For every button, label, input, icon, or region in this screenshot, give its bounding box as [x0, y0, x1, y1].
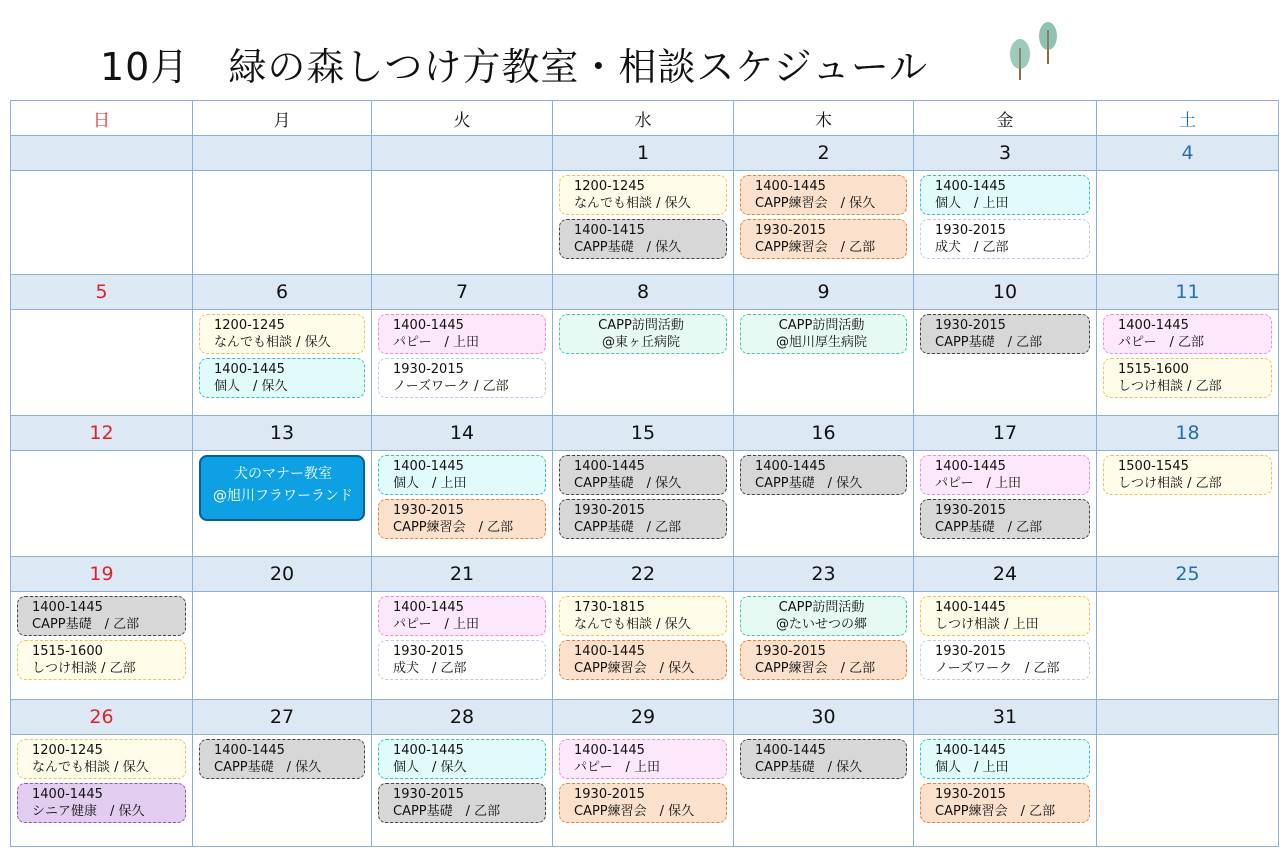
event-box[interactable]: [378, 358, 546, 398]
event-detail: CAPP基礎 / 保久: [574, 476, 682, 491]
day-cell: [1097, 171, 1279, 275]
date-number: 8: [553, 275, 734, 310]
event-box[interactable]: [740, 739, 907, 779]
event-detail: CAPP練習会 / 乙部: [755, 661, 876, 676]
event-detail: CAPP基礎 / 乙部: [935, 335, 1043, 350]
event-detail: 成犬 / 乙部: [393, 661, 467, 676]
event-box[interactable]: [920, 314, 1090, 354]
weekday-sat: 土: [1097, 101, 1279, 136]
event-time: 1930-2015: [574, 787, 645, 802]
date-number: 17: [914, 416, 1097, 451]
day-cell: [11, 171, 193, 275]
date-number: 29: [553, 700, 734, 735]
day-cell: [372, 592, 553, 700]
event-box[interactable]: [920, 175, 1090, 215]
date-number: 25: [1097, 557, 1279, 592]
date-number: 6: [193, 275, 372, 310]
day-cell: [914, 310, 1097, 416]
day-cell: [1097, 592, 1279, 700]
event-box[interactable]: [378, 499, 546, 539]
event-time: 1400-1445: [935, 743, 1006, 758]
date-number: 3: [914, 136, 1097, 171]
event-box[interactable]: [559, 499, 727, 539]
day-cell: [914, 451, 1097, 557]
event-time: 1930-2015: [935, 223, 1006, 238]
event-box[interactable]: [378, 596, 546, 636]
event-box[interactable]: [559, 596, 727, 636]
event-box[interactable]: [199, 739, 365, 779]
date-number: 26: [11, 700, 193, 735]
event-box[interactable]: [199, 455, 365, 521]
event-detail: CAPP基礎 / 乙部: [393, 804, 501, 819]
day-cell: [1097, 310, 1279, 416]
date-number: 13: [193, 416, 372, 451]
event-box[interactable]: [199, 358, 365, 398]
event-detail: 個人 / 上田: [935, 760, 1009, 775]
event-time: 1500-1545: [1118, 459, 1189, 474]
event-time: 1200-1245: [574, 179, 645, 194]
event-time: 1400-1445: [935, 179, 1006, 194]
event-detail: シニア健康 / 保久: [32, 804, 145, 819]
event-detail: しつけ相談 / 上田: [935, 617, 1039, 632]
events-row: [11, 171, 1279, 275]
event-box[interactable]: [559, 314, 727, 354]
weekday-header-row: [11, 101, 1279, 136]
event-time: 1930-2015: [755, 223, 826, 238]
day-cell: [553, 735, 734, 847]
event-detail: @東ヶ丘病院: [601, 335, 680, 350]
event-time: 1400-1445: [214, 362, 285, 377]
events-row: [11, 592, 1279, 700]
event-box[interactable]: [740, 640, 907, 680]
date-number-row: [11, 700, 1279, 735]
day-cell: [372, 451, 553, 557]
event-time: 1400-1445: [574, 459, 645, 474]
event-detail: CAPP基礎 / 保久: [574, 240, 682, 255]
day-cell: [734, 451, 914, 557]
event-detail: しつけ相談 / 乙部: [1118, 379, 1222, 394]
event-detail: パピー / 上田: [935, 476, 1021, 491]
event-detail: ノーズワーク / 乙部: [393, 379, 509, 394]
event-detail: なんでも相談 / 保久: [574, 617, 691, 632]
event-time: 1515-1600: [32, 644, 103, 659]
date-number: 23: [734, 557, 914, 592]
event-detail: CAPP基礎 / 保久: [755, 476, 863, 491]
event-time: 1400-1445: [574, 743, 645, 758]
event-detail: しつけ相談 / 乙部: [32, 661, 136, 676]
date-number: 22: [553, 557, 734, 592]
event-time: 1930-2015: [755, 644, 826, 659]
event-box[interactable]: [1103, 358, 1272, 398]
event-box[interactable]: [17, 739, 186, 779]
event-time: 1400-1445: [755, 179, 826, 194]
day-cell: [372, 171, 553, 275]
event-box[interactable]: [378, 640, 546, 680]
event-detail: CAPP基礎 / 保久: [755, 760, 863, 775]
event-detail: 個人 / 上田: [935, 196, 1009, 211]
event-time: 1730-1815: [574, 600, 645, 615]
event-time: 1930-2015: [935, 318, 1006, 333]
day-cell: [372, 735, 553, 847]
event-time: 1400-1445: [393, 318, 464, 333]
event-time: 1930-2015: [393, 644, 464, 659]
event-detail: なんでも相談 / 保久: [574, 196, 691, 211]
event-box[interactable]: [920, 499, 1090, 539]
event-detail: 個人 / 保久: [393, 760, 467, 775]
day-cell: [914, 735, 1097, 847]
event-box[interactable]: [920, 455, 1090, 495]
event-time: 1400-1445: [32, 600, 103, 615]
day-cell: [11, 310, 193, 416]
event-detail: CAPP基礎 / 乙部: [32, 617, 140, 632]
day-cell: [1097, 451, 1279, 557]
date-number: 31: [914, 700, 1097, 735]
event-time: 1930-2015: [393, 787, 464, 802]
event-box[interactable]: [559, 455, 727, 495]
event-detail: しつけ相談 / 乙部: [1118, 476, 1222, 491]
event-box[interactable]: [17, 783, 186, 823]
day-cell: [1097, 735, 1279, 847]
day-cell: [553, 171, 734, 275]
event-detail: パピー / 上田: [393, 335, 479, 350]
event-time: CAPP訪問活動: [778, 318, 865, 333]
event-box[interactable]: [920, 219, 1090, 259]
date-number: [1097, 700, 1279, 735]
date-number: 4: [1097, 136, 1279, 171]
event-box[interactable]: [1103, 455, 1272, 495]
event-time: 1400-1445: [32, 787, 103, 802]
date-number: 16: [734, 416, 914, 451]
event-time: CAPP訪問活動: [598, 318, 684, 333]
day-cell: [11, 735, 193, 847]
day-cell: [193, 592, 372, 700]
weekday-fri: 金: [914, 101, 1097, 136]
date-number: 14: [372, 416, 553, 451]
day-cell: [193, 310, 372, 416]
page-title: 10月 緑の森しつけ方教室・相談スケジュール: [100, 45, 929, 89]
event-time: 1400-1445: [935, 459, 1006, 474]
event-box[interactable]: [559, 640, 727, 680]
day-cell: [553, 592, 734, 700]
date-number: 9: [734, 275, 914, 310]
event-time: 1400-1445: [935, 600, 1006, 615]
event-box[interactable]: [378, 783, 546, 823]
event-detail: ノーズワーク / 乙部: [935, 661, 1060, 676]
day-cell: [734, 592, 914, 700]
trees-illustration-icon: [998, 10, 1068, 82]
day-cell: [193, 451, 372, 557]
day-cell: [372, 310, 553, 416]
event-detail: なんでも相談 / 保久: [32, 760, 149, 775]
event-time: 1400-1445: [1118, 318, 1189, 333]
date-number: 21: [372, 557, 553, 592]
event-time: 1515-1600: [1118, 362, 1189, 377]
date-number: 1: [553, 136, 734, 171]
event-detail: パピー / 上田: [574, 760, 660, 775]
date-number: [11, 136, 193, 171]
event-box[interactable]: [199, 314, 365, 354]
event-box[interactable]: [559, 739, 727, 779]
date-number: 27: [193, 700, 372, 735]
event-detail: 成犬 / 乙部: [935, 240, 1009, 255]
day-cell: [914, 592, 1097, 700]
event-box[interactable]: [740, 175, 907, 215]
date-number: 5: [11, 275, 193, 310]
event-time: 1400-1445: [214, 743, 285, 758]
event-time: 1400-1445: [755, 743, 826, 758]
weekday-tue: 火: [372, 101, 553, 136]
event-box[interactable]: [920, 783, 1090, 823]
event-detail: CAPP練習会 / 乙部: [755, 240, 876, 255]
event-box[interactable]: [559, 219, 727, 259]
day-cell: [553, 310, 734, 416]
event-detail: なんでも相談 / 保久: [214, 335, 331, 350]
event-detail: パピー / 上田: [393, 617, 479, 632]
date-number-row: [11, 136, 1279, 171]
event-time: 1930-2015: [393, 362, 464, 377]
date-number: [372, 136, 553, 171]
event-box[interactable]: [920, 739, 1090, 779]
events-row: [11, 735, 1279, 847]
event-box[interactable]: [559, 783, 727, 823]
event-box[interactable]: [17, 596, 186, 636]
event-detail: CAPP基礎 / 保久: [214, 760, 322, 775]
date-number: 15: [553, 416, 734, 451]
event-detail: パピー / 乙部: [1118, 335, 1204, 350]
event-box[interactable]: [740, 314, 907, 354]
weekday-thu: 木: [734, 101, 914, 136]
calendar-grid: [10, 100, 1279, 847]
weekday-sun: 日: [11, 101, 193, 136]
event-box[interactable]: [17, 640, 186, 680]
event-time: 1400-1445: [755, 459, 826, 474]
date-number: 28: [372, 700, 553, 735]
event-detail: CAPP基礎 / 乙部: [935, 520, 1043, 535]
weekday-wed: 水: [553, 101, 734, 136]
event-box[interactable]: [378, 314, 546, 354]
calendar-body: [11, 136, 1279, 847]
event-detail: CAPP練習会 / 保久: [755, 196, 876, 211]
event-box[interactable]: [378, 739, 546, 779]
event-time: 1930-2015: [935, 503, 1006, 518]
event-time: 1930-2015: [574, 503, 645, 518]
date-number-row: [11, 416, 1279, 451]
weekday-mon: 月: [193, 101, 372, 136]
date-number: 7: [372, 275, 553, 310]
event-detail: CAPP練習会 / 保久: [574, 661, 695, 676]
day-cell: [914, 171, 1097, 275]
event-detail: 個人 / 上田: [393, 476, 467, 491]
event-time: 1930-2015: [935, 644, 1006, 659]
event-box[interactable]: [559, 175, 727, 215]
day-cell: [11, 451, 193, 557]
day-cell: [553, 451, 734, 557]
event-time: 1930-2015: [393, 503, 464, 518]
event-detail: CAPP練習会 / 乙部: [393, 520, 514, 535]
date-number: 19: [11, 557, 193, 592]
event-time: 1200-1245: [32, 743, 103, 758]
day-cell: [734, 735, 914, 847]
event-box[interactable]: [378, 455, 546, 495]
event-detail: CAPP練習会 / 保久: [574, 804, 695, 819]
date-number: 2: [734, 136, 914, 171]
date-number: [193, 136, 372, 171]
day-cell: [734, 310, 914, 416]
events-row: [11, 310, 1279, 416]
event-time: 1930-2015: [935, 787, 1006, 802]
event-box[interactable]: [740, 455, 907, 495]
date-number: 18: [1097, 416, 1279, 451]
event-detail: @旭川厚生病院: [775, 335, 867, 350]
event-time: 1200-1245: [214, 318, 285, 333]
event-box[interactable]: [1103, 314, 1272, 354]
event-time: 1400-1415: [574, 223, 645, 238]
event-box[interactable]: [740, 219, 907, 259]
event-detail: @たいせつの郷: [775, 617, 867, 632]
event-detail: CAPP練習会 / 乙部: [935, 804, 1056, 819]
date-number: 20: [193, 557, 372, 592]
event-detail: CAPP基礎 / 乙部: [574, 520, 682, 535]
date-number: 10: [914, 275, 1097, 310]
date-number: 24: [914, 557, 1097, 592]
event-time: CAPP訪問活動: [778, 600, 865, 615]
event-time: 1400-1445: [393, 459, 464, 474]
day-cell: [193, 171, 372, 275]
day-cell: [734, 171, 914, 275]
date-number: 11: [1097, 275, 1279, 310]
date-number: 30: [734, 700, 914, 735]
event-detail: @旭川フラワーランド: [213, 488, 353, 504]
day-cell: [193, 735, 372, 847]
events-row: [11, 451, 1279, 557]
event-box[interactable]: [920, 640, 1090, 680]
event-time: 犬のマナー教室: [234, 466, 332, 482]
event-time: 1400-1445: [393, 743, 464, 758]
event-box[interactable]: [740, 596, 907, 636]
day-cell: [11, 592, 193, 700]
date-number-row: [11, 557, 1279, 592]
event-box[interactable]: [920, 596, 1090, 636]
date-number: 12: [11, 416, 193, 451]
event-time: 1400-1445: [574, 644, 645, 659]
event-detail: 個人 / 保久: [214, 379, 288, 394]
date-number-row: [11, 275, 1279, 310]
event-time: 1400-1445: [393, 600, 464, 615]
